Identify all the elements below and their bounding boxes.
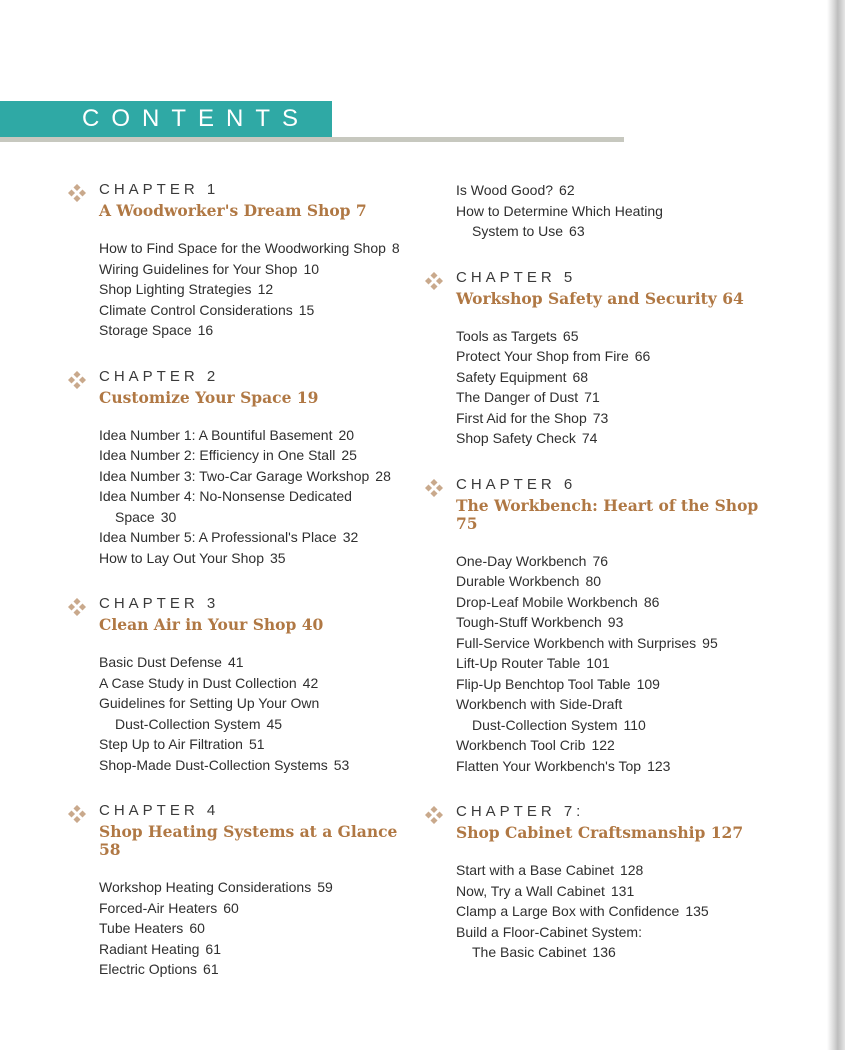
toc-entry[interactable] [456,367,765,388]
entry-title: Build a Floor-Cabinet System: [456,923,642,940]
entry-title: How to Find Space for the Woodworking Shop [99,240,386,256]
chapter-section [68,367,420,569]
entry-page: 60 [189,920,205,936]
diamond-bullet-icon [68,184,86,202]
toc-entry[interactable] [456,653,765,674]
entry-title: Radiant Heating [99,940,200,957]
toc-entry[interactable] [99,877,420,898]
entry-title: The Danger of Dust [456,389,579,405]
entry-title: Workbench Tool Crib [456,737,586,753]
entry-page: 30 [160,508,177,525]
toc-entry[interactable] [99,259,420,280]
toc-entry[interactable] [99,425,420,446]
chapter-section [68,594,420,775]
diamond-bullet-icon [425,272,443,290]
page-edge-shadow [827,0,845,1050]
entry-title: Idea Number 2: Efficiency in One Stall [99,447,336,463]
toc-entry[interactable] [99,673,420,694]
toc-entry[interactable] [99,548,420,569]
toc-entry[interactable] [99,279,420,300]
diamond-bullet-icon [68,805,86,823]
toc-entry[interactable] [99,486,420,527]
entry-page: 61 [205,940,221,957]
entry-title: Idea Number 1: A Bountiful Basement [99,426,333,443]
entry-title: Protect Your Shop from Fire [456,348,629,364]
entry-page: 35 [270,549,286,566]
toc-entry[interactable] [456,592,765,613]
entry-page: 42 [302,674,319,691]
entry-page: 59 [317,879,333,895]
continued-entries [425,180,765,242]
entry-page: 8 [391,240,400,256]
entry-title: Is Wood Good? [456,182,554,198]
entry-page: 80 [585,573,602,589]
diamond-bullet-icon [68,598,86,616]
toc-entry[interactable] [456,694,765,735]
entry-title: How to Determine Which Heating [456,202,663,219]
entry-title: Workbench with Side-Draft [456,696,623,712]
entry-page: 95 [702,634,718,651]
toc-entry[interactable] [456,346,765,367]
chapter-section [68,180,420,341]
entry-page: 20 [338,426,355,443]
toc-entry[interactable] [456,674,765,695]
toc-entry[interactable] [99,693,420,734]
entry-title: Forced-Air Heaters [99,899,218,916]
entry-title-continued: The Basic Cabinet [472,944,587,960]
toc-entry[interactable] [99,652,420,673]
toc-entry[interactable] [456,633,765,654]
toc-entry[interactable] [99,898,420,919]
entry-title-continued: System to Use [472,223,564,239]
entry-page: 15 [298,301,315,318]
entry-title: Safety Equipment [456,368,567,385]
chapter-title[interactable]: Shop Heating Systems at a Glance 58 [99,822,398,859]
contents-banner [0,101,332,137]
chapter-title[interactable]: Workshop Safety and Security 64 [456,288,744,308]
chapter-label: CHAPTER 1 [99,181,220,198]
entry-page: 53 [333,756,350,773]
entry-page: 68 [572,368,589,385]
entry-title: First Aid for the Shop [456,409,587,426]
entry-title: Full-Service Workbench with Surprises [456,634,697,651]
chapter-section [425,802,765,963]
entry-page: 12 [257,281,274,297]
toc-entry[interactable] [99,734,420,755]
entry-title: Start with a Base Cabinet [456,862,614,878]
entry-title: Tough-Stuff Workbench [456,614,602,630]
entry-page: 135 [685,903,709,919]
chapter-title[interactable]: A Woodworker's Dream Shop 7 [99,201,367,220]
entry-title: How to Lay Out Your Shop [99,549,264,566]
toc-entry[interactable] [456,428,765,449]
chapter-label: CHAPTER 2 [99,367,220,385]
entry-page: 25 [341,447,357,463]
entry-page: 74 [581,430,598,446]
diamond-bullet-icon [425,806,443,824]
toc-entry[interactable] [99,238,420,259]
entry-page: 136 [592,944,616,960]
entry-title: Shop Safety Check [456,430,576,446]
entry-title: Wiring Guidelines for Your Shop [99,260,298,277]
entry-page: 71 [584,389,600,405]
entry-title: Step Up to Air Filtration [99,736,243,752]
entry-title: Shop Lighting Strategies [99,281,252,297]
entry-page: 65 [562,327,579,344]
chapter-section [68,801,420,980]
entry-page: 62 [559,182,575,198]
toc-entry[interactable] [99,300,420,321]
toc-entry[interactable] [99,320,420,341]
toc-entry[interactable] [456,387,765,408]
toc-entry[interactable] [99,755,420,776]
entry-page: 32 [342,529,359,545]
entry-page: 122 [591,737,615,753]
entry-page: 66 [634,348,651,364]
entry-page: 131 [610,882,635,899]
diamond-bullet-icon [68,371,86,389]
entry-title: Flip-Up Benchtop Tool Table [456,675,631,692]
toc-entry[interactable] [99,445,420,466]
toc-entry[interactable] [99,939,420,960]
chapter-title[interactable]: Shop Cabinet Craftsmanship 127 [456,823,744,842]
entry-page: 45 [266,715,283,732]
entry-title: Idea Number 4: No-Nonsense Dedicated [99,488,352,504]
toc-entry[interactable] [456,551,765,572]
toc-entry[interactable] [456,901,765,922]
chapter-label: CHAPTER 7: [456,803,585,820]
toc-entry[interactable] [456,408,765,429]
toc-entry[interactable] [456,326,765,347]
chapter-label: CHAPTER 3 [99,595,220,612]
entry-title: Shop-Made Dust-Collection Systems [99,756,328,773]
entry-page: 10 [303,260,320,277]
chapter-section [425,268,765,449]
toc-entry[interactable] [99,466,420,487]
entry-page: 51 [248,736,265,752]
entry-page: 93 [607,614,624,630]
toc-entry[interactable] [99,918,420,939]
diamond-bullet-icon [425,479,443,497]
right-column [425,180,765,989]
toc-entry[interactable] [99,959,420,980]
entry-page: 16 [197,322,214,338]
page-title: CONTENTS [82,105,310,132]
entry-title: Guidelines for Setting Up Your Own [99,695,320,711]
chapter-title[interactable]: Clean Air in Your Shop 40 [99,615,324,634]
entry-title-continued: Dust-Collection System [115,715,261,732]
chapter-label: CHAPTER 4 [99,802,220,819]
entry-page: 123 [647,757,671,774]
entry-title: Electric Options [99,961,198,977]
toc-entry[interactable] [456,922,765,963]
toc-entry[interactable] [456,571,765,592]
entry-title: Tools as Targets [456,327,557,344]
entry-title: Lift-Up Router Table [456,655,581,671]
toc-entry[interactable] [456,756,765,777]
toc-entry[interactable] [456,735,765,756]
chapter-title[interactable]: The Workbench: Heart of the Shop 75 [456,495,759,533]
chapter-title[interactable]: Customize Your Space 19 [99,387,319,407]
entry-page: 128 [619,862,644,878]
entry-title: Flatten Your Workbench's Top [456,757,642,774]
entry-page: 61 [203,961,219,977]
toc-entry[interactable] [99,527,420,548]
header-rule [0,137,624,142]
entry-page: 73 [592,409,609,426]
entry-title: Storage Space [99,322,192,338]
chapter-label: CHAPTER 6 [456,475,577,493]
entry-title: Idea Number 3: Two-Car Garage Workshop [99,467,370,484]
entry-title: Basic Dust Defense [99,654,222,670]
entry-title: Climate Control Considerations [99,301,293,318]
entry-page: 63 [569,223,585,239]
entry-page: 101 [586,655,610,671]
entry-page: 86 [643,593,660,610]
entry-page: 41 [227,654,244,670]
chapter-label: CHAPTER 5 [456,268,577,286]
entry-page: 109 [636,675,660,692]
toc-entry[interactable] [456,612,765,633]
entry-title: Idea Number 5: A Professional's Place [99,529,337,545]
entry-title: One-Day Workbench [456,552,587,569]
entry-title: Clamp a Large Box with Confidence [456,903,680,919]
entry-title: A Case Study in Dust Collection [99,674,297,691]
entry-page: 110 [623,716,646,733]
toc-entry[interactable] [456,860,765,881]
entry-title: Drop-Leaf Mobile Workbench [456,593,638,610]
toc-entry[interactable] [456,881,765,902]
entry-title: Durable Workbench [456,573,580,589]
entry-page: 28 [375,467,391,484]
entry-title: Workshop Heating Considerations [99,879,312,895]
left-column [68,180,420,1006]
entry-title: Now, Try a Wall Cabinet [456,882,605,899]
entry-title-continued: Dust-Collection System [472,716,618,733]
toc-entry[interactable] [456,180,765,201]
toc-entry[interactable] [456,201,765,242]
entry-title: Tube Heaters [99,920,184,936]
entry-page: 76 [592,552,609,569]
chapter-section [425,475,765,777]
entry-page: 60 [223,899,239,916]
entry-title-continued: Space [115,508,155,525]
